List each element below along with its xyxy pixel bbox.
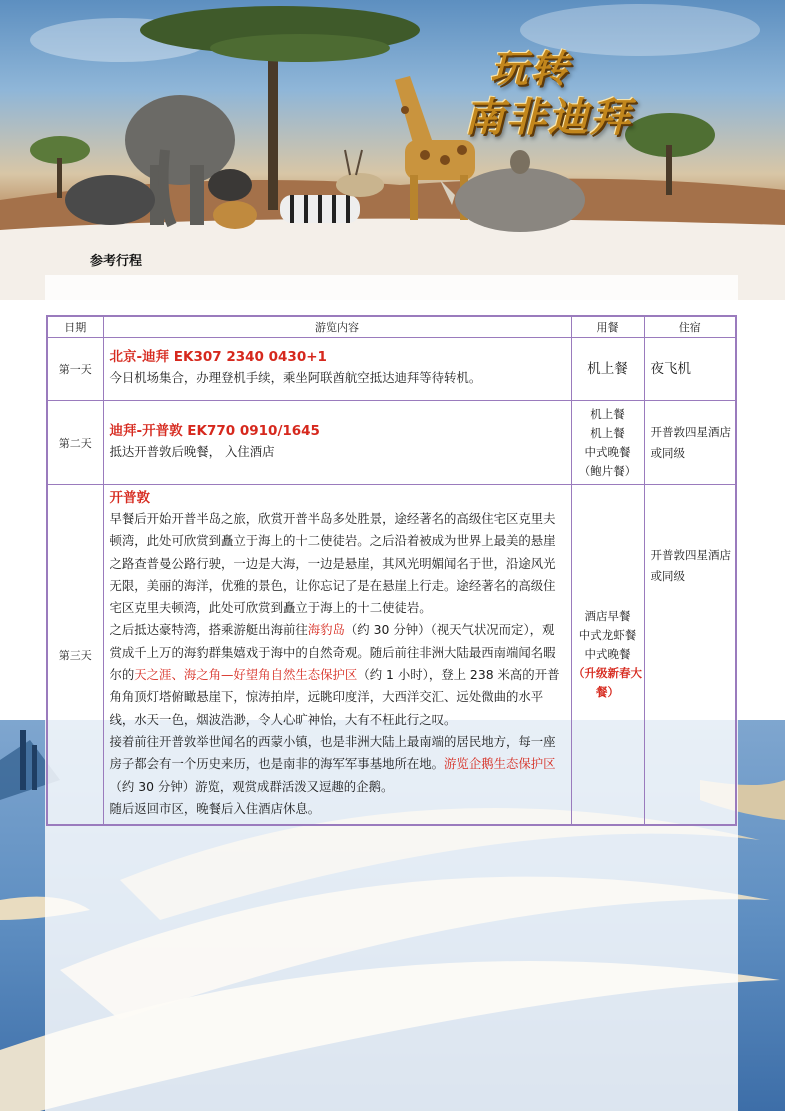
table-row xyxy=(47,401,736,485)
meal-item: 中式晚餐 xyxy=(584,444,631,459)
highlight-seal-island: 海豹岛 xyxy=(307,622,345,638)
day-label: 第三天 xyxy=(47,485,103,826)
section-label: 参考行程 xyxy=(90,254,143,269)
day-content xyxy=(103,485,571,826)
table-header-row xyxy=(47,316,736,338)
day-paragraph-3 xyxy=(110,731,567,798)
day-label: 第一天 xyxy=(47,338,103,401)
table-row xyxy=(47,485,736,826)
headline-line1: 玩转 xyxy=(490,46,571,91)
header-meals: 用餐 xyxy=(571,316,644,338)
header-banner xyxy=(0,0,785,300)
route-title: 北京-迪拜 EK307 2340 0430+1 xyxy=(109,349,327,366)
highlight-cape-point: 天之涯、海之角—好望角自然生态保护区 xyxy=(134,667,358,683)
meals xyxy=(571,401,644,485)
header-day: 日期 xyxy=(47,316,103,338)
day-paragraph-4: 随后返回市区，晚餐后入住酒店休息。 xyxy=(109,800,321,816)
route-title: 迪拜-开普敦 EK770 0910/1645 xyxy=(109,422,320,439)
lodging: 夜飞机 xyxy=(644,338,736,401)
meal-item: 机上餐 xyxy=(587,360,628,377)
itinerary-table xyxy=(46,315,737,826)
day-content xyxy=(103,338,571,401)
headline-title xyxy=(452,32,662,142)
header-content: 游览内容 xyxy=(103,316,571,338)
text-run: （约 1 小时），登上 238 米高的开普角角顶灯塔俯瞰悬崖下，惊涛拍岸，远眺印度洋，大西洋交汇、远处微曲的水平线，水天一色，烟波浩渺，令人心旷神怡，大有不枉此行之叹。 xyxy=(109,667,560,727)
day-paragraph-2 xyxy=(110,619,567,730)
text-run: （约 30 分钟）游览，观赏成群活泼又逗趣的企鹅。 xyxy=(109,778,394,794)
headline-line2: 南非迪拜 xyxy=(464,94,632,141)
header-stay: 住宿 xyxy=(644,316,736,338)
meal-item: 酒店早餐 xyxy=(584,609,631,624)
meal-item: 机上餐 xyxy=(590,425,625,440)
day-description: 抵达开普敦后晚餐， 入住酒店 xyxy=(109,443,275,459)
text-run: 接着前往开普敦举世闻名的西蒙小镇，也是非洲大陆上最南端的居民地方，每一座房子都会有一个历史来历，也是南非的海军军事基地所在地。 xyxy=(109,733,556,772)
text-run: （约 30 分钟）（视天气状况而定），观赏成千上万的海豹群集嬉戏于海中的自然奇观。随后前往非洲大陆最西南端闻名暇尔的 xyxy=(109,622,556,683)
route-title: 开普敦 xyxy=(109,490,150,506)
table-row xyxy=(47,338,736,401)
text-run: 之后抵达豪特湾，搭乘游艇出海前往 xyxy=(109,622,308,638)
meal-item: 中式龙虾餐 xyxy=(578,628,637,643)
lodging: 开普敦四星酒店或同级 xyxy=(644,485,736,826)
meal-upgrade-note: （升级新春大餐） xyxy=(573,666,642,700)
meal-item: 中式晚餐 xyxy=(584,647,631,662)
day-label: 第二天 xyxy=(47,401,103,485)
meal-item: 机上餐 xyxy=(590,406,625,421)
meals xyxy=(571,485,644,826)
highlight-penguin-reserve: 游览企鹅生态保护区 xyxy=(444,756,556,772)
lodging: 开普敦四星酒店或同级 xyxy=(644,401,736,485)
meals xyxy=(571,338,644,401)
day-paragraph-1: 早餐后开始开普半岛之旅，欣赏开普半岛多处胜景，途经著名的高级住宅区克里夫顿湾，此处可欣赏到矗立于海上的十二使徒岩。之后沿着被成为世界上最美的悬崖之路查普曼公路行驶，一边是大海，一边是悬崖，其风光明媚闻名于世，沿途风光无限，美丽的海洋，优雅的景色，让你忘记了是在悬崖上行走。途经著名的高级住宅区克里夫顿湾，此处可欣赏到矗立于海上的十二使徒岩。 xyxy=(109,511,556,616)
meal-item: （鲍片餐） xyxy=(578,463,637,478)
day-description: 今日机场集合，办理登机手续，乘坐阿联酋航空抵达迪拜等待转机。 xyxy=(109,370,482,386)
day-content xyxy=(103,401,571,485)
